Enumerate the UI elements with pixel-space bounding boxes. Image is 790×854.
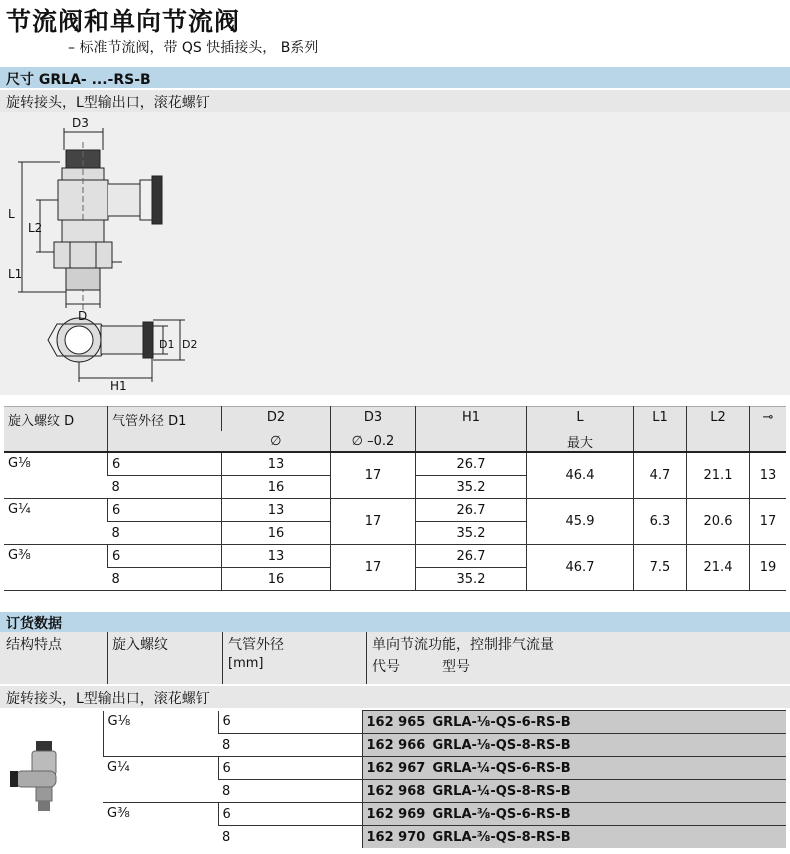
col-wrench [750,407,787,453]
product-photo-icon [8,737,88,817]
table-row: G⅜ 6 162 969 GRLA-⅜-QS-6-RS-B [4,803,786,826]
order-code: 162 969 GRLA-⅜-QS-6-RS-B [362,803,786,826]
label-l2: L2 [28,221,43,235]
col-order-tube: 气管外径 [228,637,284,653]
order-code: 162 966 GRLA-⅛-QS-8-RS-B [362,734,786,757]
ordering-table [4,710,786,848]
col-order-thread: 旋入螺纹 [112,637,168,653]
col-l: L [527,407,634,432]
col-function: 单向节流功能，控制排气流量 [372,637,554,653]
label-h1: H1 [110,379,127,393]
drawing-svg [0,112,790,395]
col-d2: D2 [222,407,331,432]
dimensions-section-header [0,67,790,88]
table-row: 8 16 35.2 [4,568,786,591]
label-l1: L1 [8,267,23,281]
product-image [4,711,103,849]
table-row: G⅛ 6 13 17 26.7 46.4 4.7 21.1 13 [4,452,786,476]
ordering-heading: 订货数据 [6,616,62,632]
table-row: 8 162 968 GRLA-¼-QS-8-RS-B [4,780,786,803]
wrench-icon: ⊸ [762,410,774,425]
col-d2-sub: ∅ [222,431,331,452]
variant-label: 旋转接头，L型输出口，滚花螺钉 [6,95,210,111]
label-d1: D1 [159,338,175,351]
table-row: G⅛ 6 162 965 GRLA-⅛-QS-6-RS-B [4,711,786,734]
technical-drawing [0,112,790,395]
col-l-sub: 最大 [527,431,634,452]
order-code: 162 968 GRLA-¼-QS-8-RS-B [362,780,786,803]
table-row: G¼ 6 162 967 GRLA-¼-QS-6-RS-B [4,757,786,780]
dimensions-table [4,406,786,591]
label-d2: D2 [182,338,198,351]
order-code: 162 967 GRLA-¼-QS-6-RS-B [362,757,786,780]
label-d: D [78,309,88,323]
page-subtitle: – 标准节流阀，带 QS 快插接头， B系列 [68,40,319,56]
col-l1: L1 [634,407,687,453]
col-code: 代号 [372,659,400,675]
table-row: 8 162 966 GRLA-⅛-QS-8-RS-B [4,734,786,757]
table-row: G⅜ 6 13 17 26.7 46.7 7.5 21.4 19 [4,545,786,568]
ordering-section-header [0,612,790,632]
ordering-variant-label: 旋转接头，L型输出口，滚花螺钉 [6,691,210,707]
ordering-variant-band [0,685,790,708]
label-l: L [8,207,15,221]
dimensions-heading: 尺寸 GRLA- ...-RS-B [6,72,151,88]
table-row: 8 16 35.2 [4,522,786,545]
table-row: 8 162 970 GRLA-⅜-QS-8-RS-B [4,826,786,849]
variant-band [0,89,790,112]
col-order-tube-unit: [mm] [228,656,264,671]
col-feature: 结构特点 [6,637,62,653]
col-l2: L2 [687,407,750,453]
page-title: 节流阀和单向节流阀 [6,7,241,36]
col-h1: H1 [416,407,527,432]
col-d3: D3 [331,407,416,432]
ordering-header-band [0,632,790,684]
table-row: 8 16 35.2 [4,476,786,499]
col-thread: 旋入螺纹 D [4,407,108,453]
col-d3-sub: ∅ –0.2 [331,431,416,452]
order-code: 162 970 GRLA-⅜-QS-8-RS-B [362,826,786,849]
table-row: G¼ 6 13 17 26.7 45.9 6.3 20.6 17 [4,499,786,522]
label-d3: D3 [72,116,89,130]
col-type: 型号 [442,659,470,675]
col-tube: 气管外径 D1 [108,407,222,453]
order-code: 162 965 GRLA-⅛-QS-6-RS-B [362,711,786,734]
